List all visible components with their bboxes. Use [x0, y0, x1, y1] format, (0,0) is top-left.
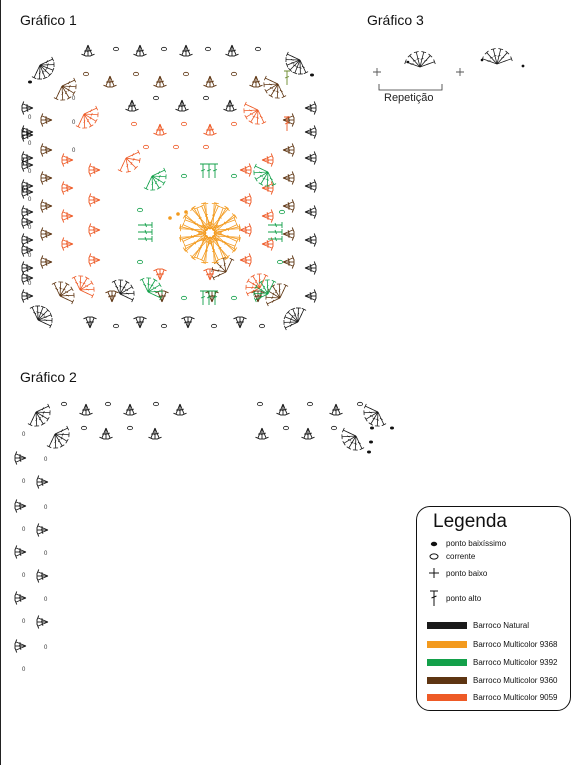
slip-stitch	[407, 61, 410, 64]
shell-stitch	[305, 151, 316, 164]
chain-stitch	[81, 426, 86, 429]
shell-stitch	[15, 639, 26, 652]
corner-fan	[405, 51, 436, 67]
shell-stitch	[223, 100, 236, 111]
double-crochet	[268, 229, 282, 235]
slip-stitch	[367, 451, 371, 454]
round-number: 0	[22, 527, 26, 533]
shell-stitch	[301, 428, 314, 439]
round-number: 0	[72, 148, 76, 154]
chain-stitch	[113, 324, 118, 327]
shell-stitch	[240, 193, 251, 206]
shell-stitch	[276, 404, 289, 415]
shell-stitch	[41, 199, 52, 212]
chain-stitch	[203, 96, 208, 99]
grafico-3-title: Gráfico 3	[367, 12, 424, 28]
corner-fan	[142, 166, 172, 196]
corner-fan	[45, 424, 75, 454]
shell-stitch	[105, 291, 118, 302]
double-crochet	[206, 164, 212, 178]
shell-stitch	[148, 428, 161, 439]
shell-stitch	[62, 153, 73, 166]
color-swatch	[427, 641, 467, 648]
shell-stitch	[89, 193, 100, 206]
round-number: 0	[28, 197, 32, 203]
legend-label: Barroco Multicolor 9059	[473, 693, 558, 702]
shell-stitch	[283, 255, 294, 268]
slip-stitch	[481, 59, 484, 62]
corner-fan	[260, 278, 290, 308]
slip-stitch	[390, 427, 394, 430]
round-number: 0	[28, 169, 32, 175]
shell-stitch	[89, 253, 100, 266]
shell-stitch	[37, 475, 48, 488]
chain-stitch	[137, 208, 142, 211]
color-swatch	[427, 677, 467, 684]
legend-color-9059	[427, 693, 557, 702]
shell-stitch	[175, 100, 188, 111]
double-crochet	[138, 229, 152, 235]
round-number: 0	[28, 141, 32, 147]
slip-stitch	[369, 441, 373, 444]
shell-stitch	[41, 143, 52, 156]
round-number: 0	[22, 479, 26, 485]
slip-stitch	[176, 212, 180, 216]
legend-corrente	[427, 552, 475, 561]
double-crochet	[212, 291, 218, 305]
double-crochet	[284, 71, 290, 85]
chain-stitch	[181, 174, 186, 177]
chain-stitch	[137, 260, 142, 263]
corner-fan	[258, 74, 288, 104]
shell-stitch	[41, 171, 52, 184]
legend-color-9360	[427, 676, 557, 685]
single-crochet	[373, 68, 381, 76]
slip-stitch	[28, 81, 32, 84]
round-number: 0	[28, 281, 32, 287]
chain-stitch	[259, 324, 264, 327]
double-crochet	[206, 291, 212, 305]
legend-label: Barroco Natural	[473, 621, 530, 630]
double-crochet	[268, 222, 282, 228]
shell-stitch	[233, 317, 246, 328]
shell-stitch	[41, 227, 52, 240]
shell-stitch	[203, 124, 216, 135]
shell-stitch	[153, 124, 166, 135]
legend-color-9368	[427, 640, 557, 649]
shell-stitch	[305, 289, 316, 302]
chain-stitch	[357, 402, 362, 405]
round-number: 0	[72, 96, 76, 102]
round-number: 0	[44, 551, 48, 557]
color-swatch	[427, 622, 467, 629]
chain-stitch	[161, 47, 166, 50]
shell-stitch	[255, 428, 268, 439]
legend-ponto-baixo	[427, 567, 487, 579]
chain-stitch	[131, 122, 136, 125]
chain-stitch	[231, 296, 236, 299]
shell-stitch	[305, 205, 316, 218]
shell-stitch	[99, 428, 112, 439]
chain-stitch	[257, 402, 262, 405]
shell-stitch	[22, 101, 33, 114]
shell-stitch	[15, 545, 26, 558]
legend-label: ponto baixíssimo	[446, 539, 507, 548]
round-number: 0	[28, 115, 32, 121]
slip-stitch	[310, 74, 314, 77]
color-swatch	[427, 659, 467, 666]
shell-stitch	[203, 76, 216, 87]
corner-fan	[248, 274, 278, 304]
shell-stitch	[153, 269, 166, 280]
round-number: 0	[22, 619, 26, 625]
corner-fan	[110, 274, 140, 304]
chain-stitch	[181, 122, 186, 125]
chain-stitch	[231, 122, 236, 125]
chain-stitch	[231, 72, 236, 75]
legend-label: corrente	[446, 552, 476, 561]
shell-stitch	[240, 223, 251, 236]
shell-stitch	[89, 223, 100, 236]
ponto-alto-icon	[427, 589, 441, 607]
chain-stitch	[255, 47, 260, 50]
shell-stitch	[283, 199, 294, 212]
shell-stitch	[240, 253, 251, 266]
shell-stitch	[41, 255, 52, 268]
corner-fan	[336, 426, 366, 456]
shell-stitch	[62, 209, 73, 222]
legend-box	[416, 506, 571, 711]
chain-stitch	[127, 426, 132, 429]
shell-stitch	[123, 404, 136, 415]
shell-stitch	[283, 143, 294, 156]
shell-stitch	[37, 615, 48, 628]
round-number: 0	[44, 457, 48, 463]
corner-fan	[278, 302, 308, 332]
chain-stitch	[161, 324, 166, 327]
shell-stitch	[225, 45, 238, 56]
corner-fan	[30, 55, 60, 85]
corner-fan	[26, 402, 56, 432]
legend-label: ponto baixo	[446, 568, 488, 578]
shell-stitch	[79, 404, 92, 415]
chain-stitch	[181, 296, 186, 299]
shell-stitch	[83, 317, 96, 328]
repeat-label: Repetição	[384, 92, 434, 104]
chain-stitch	[331, 426, 336, 429]
legend-color-natural	[427, 621, 529, 630]
shell-stitch	[153, 76, 166, 87]
legend-label: Barroco Multicolor 9360	[473, 676, 558, 685]
shell-stitch	[103, 76, 116, 87]
corner-fan	[52, 76, 82, 106]
chain-stitch	[133, 72, 138, 75]
slip-stitch	[522, 65, 525, 68]
shell-stitch	[179, 45, 192, 56]
round-number: 0	[28, 253, 32, 259]
shell-stitch	[283, 113, 294, 126]
chain-stitch	[113, 47, 118, 50]
shell-stitch	[15, 451, 26, 464]
legend-color-9392	[427, 658, 557, 667]
ponto-baixissimo-icon	[427, 541, 441, 547]
shell-stitch	[305, 125, 316, 138]
chain-stitch	[277, 260, 282, 263]
corner-fan	[280, 50, 310, 80]
round-number: 0	[22, 573, 26, 579]
legend-label: Barroco Multicolor 9392	[473, 658, 558, 667]
double-crochet	[212, 164, 218, 178]
shell-stitch	[22, 289, 33, 302]
round-number: 0	[44, 645, 48, 651]
grafico-1-title: Gráfico 1	[20, 12, 77, 28]
shell-stitch	[240, 163, 251, 176]
round-number: 0	[28, 225, 32, 231]
shell-stitch	[249, 76, 262, 87]
slip-stitch	[168, 216, 172, 220]
round-number: 0	[44, 505, 48, 511]
chain-stitch	[61, 402, 66, 405]
legend-title: Legenda	[433, 511, 507, 532]
repeat-bracket	[379, 84, 442, 90]
corner-fan	[116, 148, 146, 178]
chain-stitch	[105, 402, 110, 405]
corrente-icon	[427, 553, 441, 560]
chain-stitch	[183, 72, 188, 75]
shell-stitch	[262, 209, 273, 222]
shell-stitch	[81, 45, 94, 56]
shell-stitch	[305, 233, 316, 246]
shell-stitch	[262, 153, 273, 166]
shell-stitch	[15, 591, 26, 604]
chain-stitch	[211, 324, 216, 327]
shell-stitch	[329, 404, 342, 415]
legend-label: Barroco Multicolor 9368	[473, 640, 558, 649]
chain-stitch	[231, 174, 236, 177]
chain-stitch	[83, 72, 88, 75]
shell-stitch	[89, 163, 100, 176]
chain-stitch	[307, 402, 312, 405]
chain-stitch	[203, 145, 208, 148]
shell-stitch	[37, 569, 48, 582]
round-number: 0	[22, 667, 26, 673]
shell-stitch	[305, 261, 316, 274]
corner-fan	[28, 300, 58, 330]
shell-stitch	[203, 269, 216, 280]
round-number: 0	[72, 120, 76, 126]
double-crochet	[200, 164, 206, 178]
chain-stitch	[279, 210, 284, 213]
shell-stitch	[41, 113, 52, 126]
chain-stitch	[153, 402, 158, 405]
shell-stitch	[133, 317, 146, 328]
shell-stitch	[37, 523, 48, 536]
double-crochet	[138, 222, 152, 228]
chain-stitch	[283, 426, 288, 429]
corner-fan	[238, 100, 268, 130]
double-crochet	[138, 236, 152, 242]
color-swatch	[427, 694, 467, 701]
chain-stitch	[205, 47, 210, 50]
shell-stitch	[62, 237, 73, 250]
chain-stitch	[153, 96, 158, 99]
slip-stitch	[184, 210, 188, 214]
corner-fan	[70, 270, 100, 300]
corner-fan	[74, 104, 104, 134]
shell-stitch	[173, 404, 186, 415]
shell-stitch	[62, 181, 73, 194]
shell-stitch	[181, 317, 194, 328]
round-number: 0	[22, 432, 26, 438]
grafico-2-title: Gráfico 2	[20, 369, 77, 385]
shell-stitch	[125, 100, 138, 111]
corner-fan	[482, 48, 513, 64]
ponto-baixo-icon	[427, 567, 441, 579]
legend-ponto-baixissimo	[427, 539, 506, 548]
slip-stitch	[370, 427, 374, 430]
shell-stitch	[283, 171, 294, 184]
chain-stitch	[143, 145, 148, 148]
chain-stitch	[173, 145, 178, 148]
shell-stitch	[305, 179, 316, 192]
legend-label: ponto alto	[446, 593, 482, 603]
single-crochet	[456, 68, 464, 76]
round-number: 0	[44, 597, 48, 603]
shell-stitch	[283, 227, 294, 240]
legend-ponto-alto	[427, 589, 481, 607]
shell-stitch	[305, 101, 316, 114]
shell-stitch	[15, 499, 26, 512]
double-crochet	[200, 291, 206, 305]
shell-stitch	[133, 45, 146, 56]
